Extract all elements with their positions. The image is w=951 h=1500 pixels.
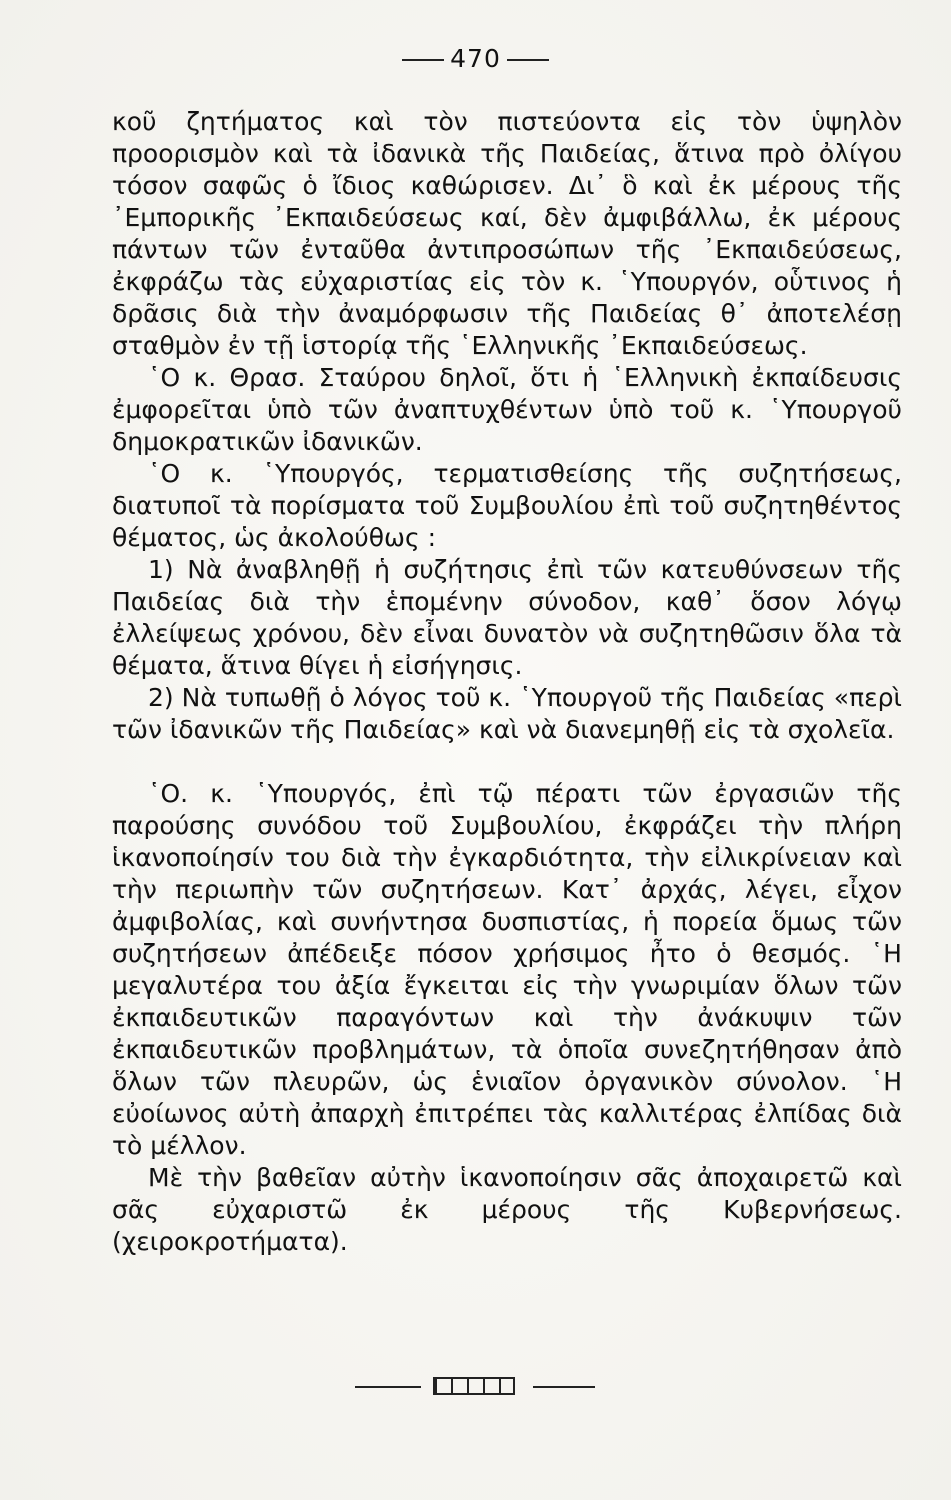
paragraph-stavrou: ῾Ο κ. Θρασ. Σταύρου δηλοῖ, ὅτι ἡ ῾Ελληνικὴ ἐκπαίδευσις ἐμφορεῖται ὑπὸ τῶν ἀναπτυχθέντων ὑπὸ τοῦ κ. ῾Υπουργοῦ δημοκρατικῶν ἰδανικῶν. bbox=[112, 363, 902, 456]
page-body bbox=[112, 106, 902, 1258]
ornament-left-rule bbox=[355, 1386, 421, 1388]
page-header bbox=[0, 44, 951, 73]
ornament-decoration bbox=[433, 1377, 515, 1395]
paragraph-minister-closing: ῾Ο. κ. ῾Υπουργός, ἐπὶ τῷ πέρατι τῶν ἐργασιῶν τῆς παρούσης συνόδου τοῦ Συμβουλίου, ἐκφράζει τὴν πλήρη ἱκανοποίησίν του διὰ τὴν ἐγκαρδιότητα, τὴν εἰλικρίνειαν καὶ τὴν περιωπὴν τῶν συζητήσεων. Κατ᾿ ἀρχάς, λέγει, εἶχον ἀμφιβολίας, καὶ συνήντησα δυσπιστίας, ἡ πορεία ὅμως τῶν συζητήσεων ἀπέδειξε πόσον χρήσιμος ἦτο ὁ θεσμός. ῾Η μεγαλυτέρα του ἀξία ἔγκειται εἰς τὴν γνωριμίαν ὅλων τῶν ἐκπαιδευτικῶν παραγόντων καὶ τὴν ἀνάκυψιν τῶν ἐκπαιδευτικῶν προβλημάτων, τὰ ὁποῖα συνεζητήθησαν ἀπὸ ὅλων τῶν πλευρῶν, ὡς ἑνιαῖον ὀργανικὸν σύνολον. ῾Η εὐοίωνος αὐτὴ ἀπαρχὴ ἐπιτρέπει τὰς καλλιτέρας ἐλπίδας διὰ τὸ μέλλον. bbox=[112, 779, 902, 1160]
paragraph-farewell: Μὲ τὴν βαθεῖαν αὐτὴν ἱκανοποίησιν σᾶς ἀποχαιρετῶ καὶ σᾶς εὐχαριστῶ ἐκ μέρους τῆς Κυβερνήσεως. (χειροκροτήματα). bbox=[112, 1163, 902, 1256]
ornament-right-rule bbox=[533, 1386, 595, 1388]
paragraph-continuation: κοῦ ζητήματος καὶ τὸν πιστεύοντα εἰς τὸν ὑψηλὸν προορισμὸν καὶ τὰ ἰδανικὰ τῆς Παιδείας, ἅτινα πρὸ ὀλίγου τόσον σαφῶς ὁ ἴδιος καθώρισεν. Δι᾿ ὃ καὶ ἐκ μέρους τῆς ᾿Εμπορικῆς ᾿Εκπαιδεύσεως καί, δὲν ἀμφιβάλλω, ἐκ μέρους πάντων τῶν ἐνταῦθα ἀντιπροσώπων τῆς ᾿Εκπαιδεύσεως, ἐκφράζω τὰς εὐχαριστίας εἰς τὸν κ. ῾Υπουργόν, οὗτινος ἡ δρᾶσις διὰ τὴν ἀναμόρφωσιν τῆς Παιδείας θ᾿ ἀποτελέσῃ σταθμὸν ἐν τῇ ἱστορίᾳ τῆς ῾Ελληνικῆς ᾿Εκπαιδεύσεως. bbox=[112, 107, 902, 360]
page-number: 470 bbox=[450, 44, 501, 73]
end-ornament bbox=[355, 1377, 595, 1397]
paragraph-minister-conclusions: ῾Ο κ. ῾Υπουργός, τερματισθείσης τῆς συζητήσεως, διατυποῖ τὰ πορίσματα τοῦ Συμβουλίου ἐπὶ τοῦ συζητηθέντος θέματος, ὡς ἀκολούθως : bbox=[112, 459, 902, 552]
paragraph-point-2: 2) Νὰ τυπωθῇ ὁ λόγος τοῦ κ. ῾Υπουργοῦ τῆς Παιδείας «περὶ τῶν ἰδανικῶν τῆς Παιδείας» καὶ νὰ διανεμηθῇ εἰς τὰ σχολεῖα. bbox=[112, 683, 902, 744]
header-left-dash bbox=[402, 59, 444, 61]
header-right-dash bbox=[507, 59, 549, 61]
paragraph-point-1: 1) Νὰ ἀναβληθῇ ἡ συζήτησις ἐπὶ τῶν κατευθύνσεων τῆς Παιδείας διὰ τὴν ἑπομένην σύνοδον, καθ᾿ ὅσον λόγῳ ἐλλείψεως χρόνου, δὲν εἶναι δυνατὸν νὰ συζητηθῶσιν ὅλα τὰ θέματα, ἅτινα θίγει ἡ εἰσήγησις. bbox=[112, 555, 902, 680]
